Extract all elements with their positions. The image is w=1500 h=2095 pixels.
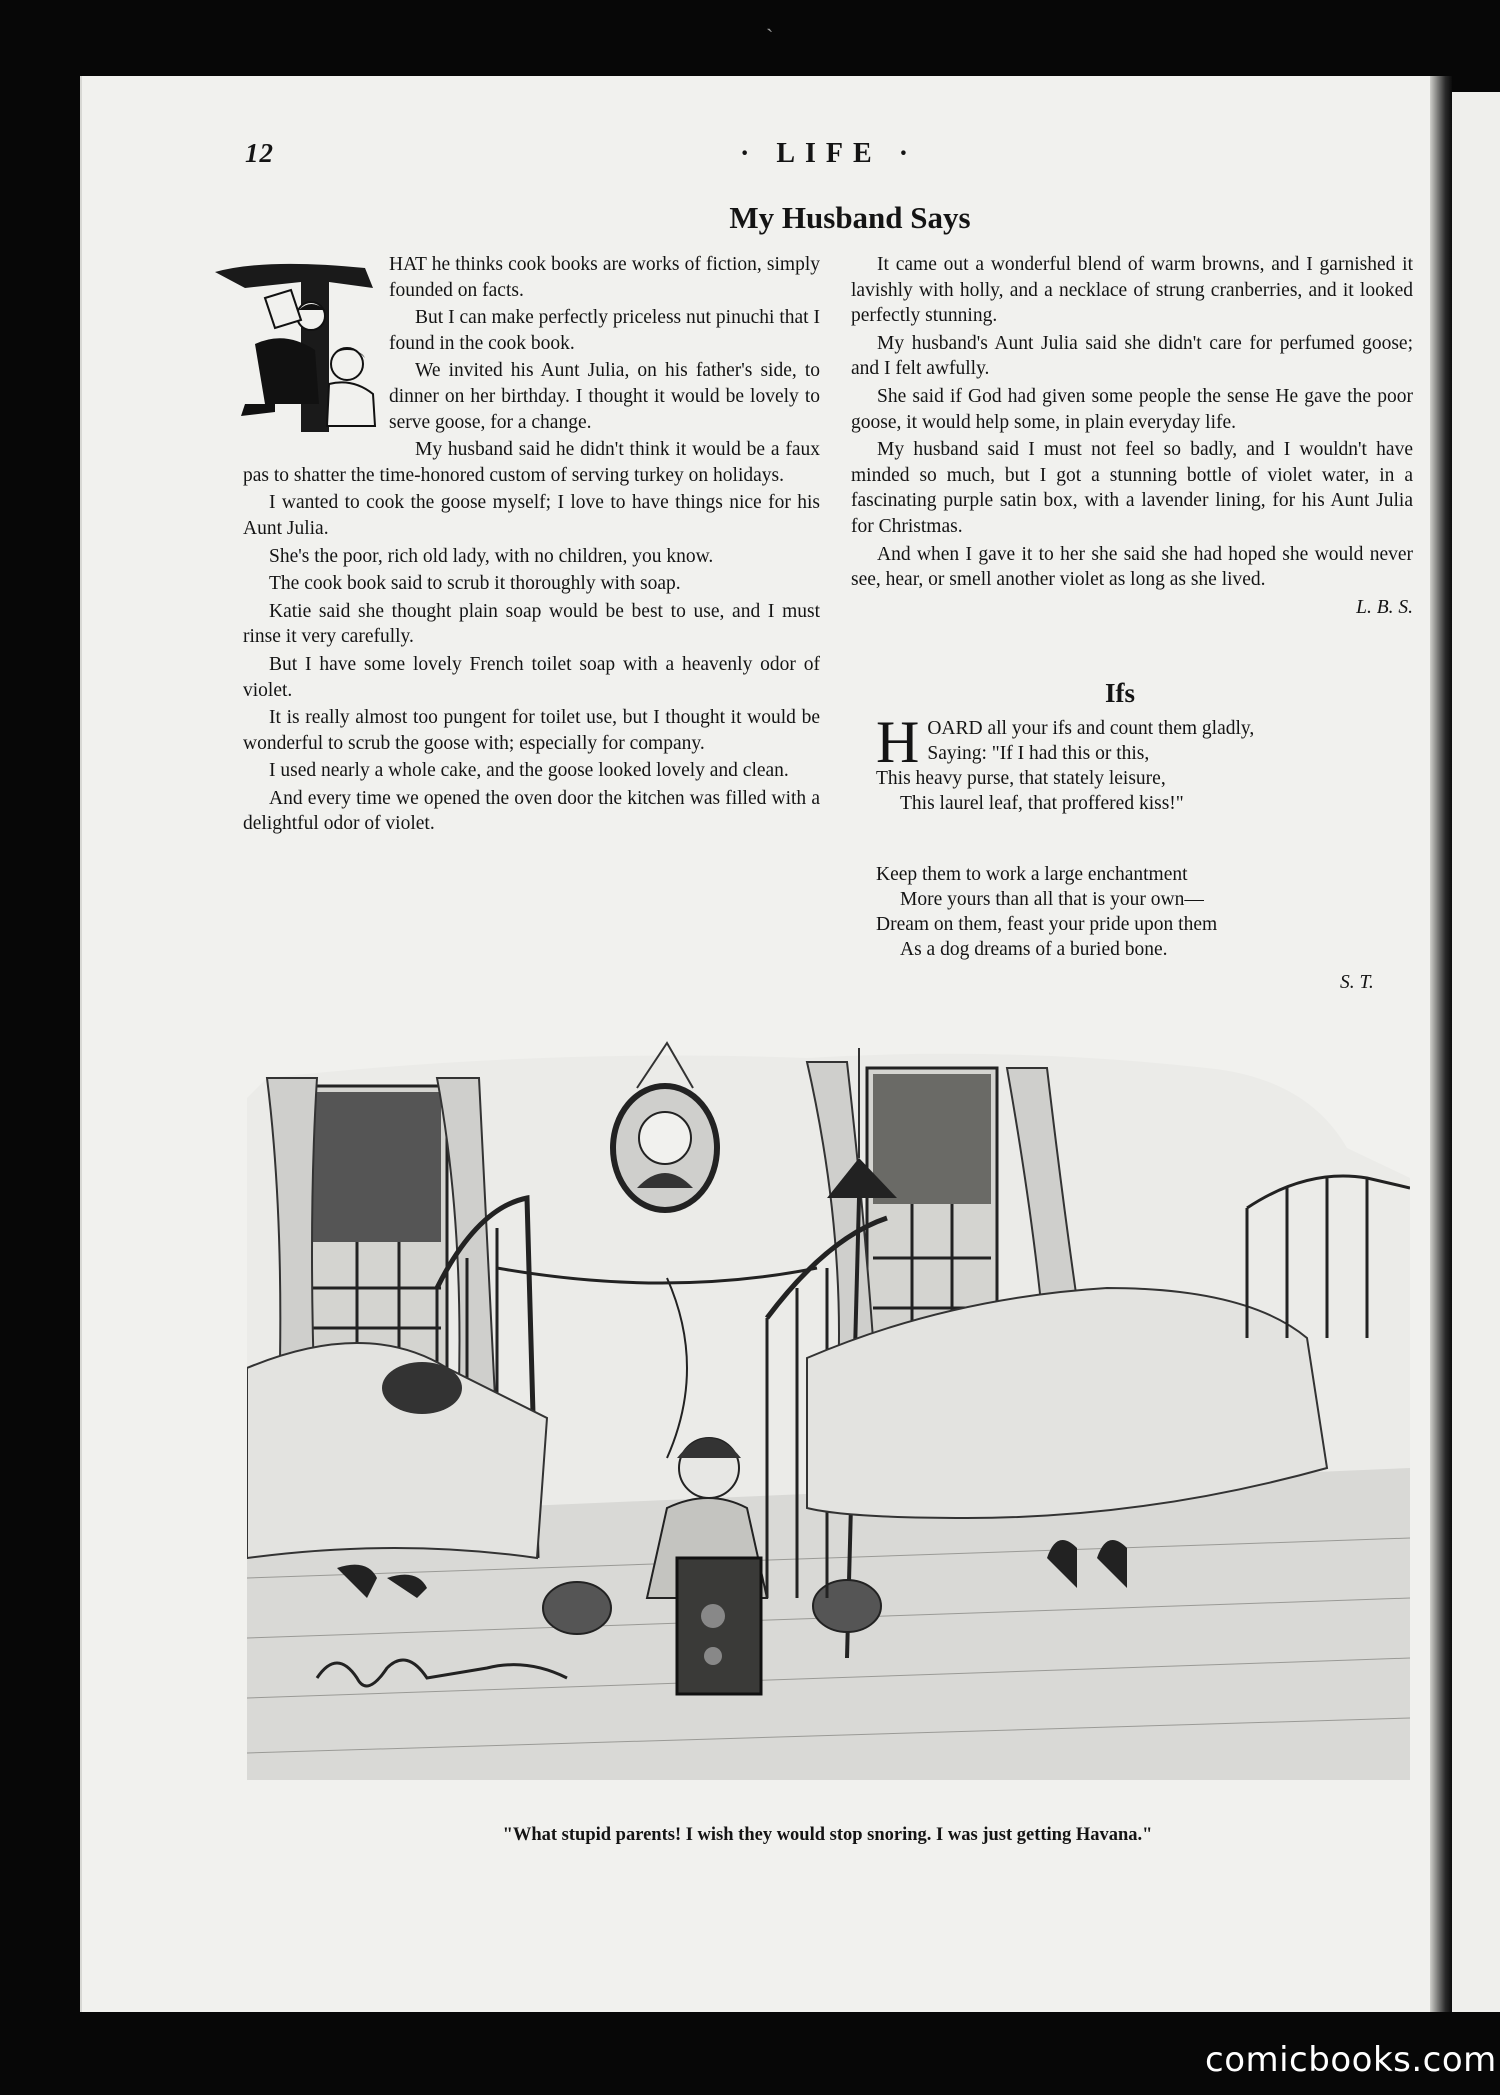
article-byline: L. B. S.	[1356, 596, 1413, 618]
poem-line: More yours than all that is your own—	[900, 889, 1204, 910]
poem-byline: S. T.	[1340, 972, 1374, 993]
article-paragraph: My husband said he didn't think it would be a faux pas to shatter the time-honored custom of serving turkey on holidays.	[243, 439, 820, 486]
poem-line: Keep them to work a large enchantment	[876, 864, 1188, 885]
article-paragraph: And when I gave it to her she said she had hoped she would never see, hear, or smell another violet as long as she lived.	[851, 543, 1413, 591]
article-paragraph: HAT he thinks cook books are works of fiction, simply founded on facts.	[389, 254, 820, 301]
poem-line: Dream on them, feast your pride upon them	[876, 914, 1218, 935]
article-title: My Husband Says	[729, 200, 971, 235]
article-right-column	[851, 252, 1413, 620]
poem-title: Ifs	[1105, 678, 1136, 708]
cartoon-illustration	[247, 1038, 1410, 1780]
poem-line: As a dog dreams of a buried bone.	[900, 939, 1168, 960]
poem-dropcap: H	[876, 709, 920, 775]
article-paragraph: The cook book said to scrub it thoroughly with soap.	[269, 573, 681, 595]
watermark-text: comicbooks.com	[1205, 2040, 1497, 2080]
article-paragraph: It is really almost too pungent for toilet use, but I thought it would be wonderful to scrub the goose with; especially for company.	[243, 707, 820, 754]
poem-line: This heavy purse, that stately leisure,	[876, 768, 1166, 789]
article-paragraph: Katie said she thought plain soap would be best to use, and I must rinse it very carefully.	[243, 600, 820, 648]
article-paragraph: And every time we opened the oven door the kitchen was filled with a delightful odor of violet.	[243, 787, 820, 835]
scan-mark: ˋ	[766, 24, 774, 49]
page-number: 12	[245, 138, 274, 168]
article-paragraph: My husband's Aunt Julia said she didn't care for perfumed goose; and I felt awfully.	[851, 332, 1413, 380]
poem-body	[876, 709, 1416, 962]
article-paragraph: She's the poor, rich old lady, with no children, you know.	[269, 545, 714, 567]
gutter-shadow	[1430, 76, 1452, 2012]
poem-line: Saying: "If I had this or this,	[927, 743, 1150, 764]
article-paragraph: It came out a wonderful blend of warm browns, and I garnished it lavishly with holly, and a necklace of strung cranberries, and it looked perfectly stunning.	[851, 254, 1413, 327]
dropcap-t-illustration	[205, 254, 377, 438]
facing-page-edge	[1450, 92, 1500, 2012]
article-paragraph: She said if God had given some people the sense He gave the poor goose, it would help some, in plain everyday life.	[851, 385, 1413, 433]
cartoon-caption: "What stupid parents! I wish they would stop snoring. I was just getting Havana."	[502, 1825, 1153, 1845]
article-paragraph: We invited his Aunt Julia, on his father's side, to dinner on her birthday. I thought it would be lovely to serve goose, for a change.	[389, 360, 820, 433]
article-paragraph: I used nearly a whole cake, and the goose looked lovely and clean.	[269, 760, 789, 782]
article-paragraph: But I have some lovely French toilet soap with a heavenly odor of violet.	[243, 653, 820, 701]
article-paragraph: I wanted to cook the goose myself; I love to have things nice for his Aunt Julia.	[243, 492, 820, 539]
article-left-column	[243, 252, 820, 839]
poem-line: OARD all your ifs and count them gladly,	[927, 718, 1255, 739]
article-paragraph: But I can make perfectly priceless nut pinuchi that I found in the cook book.	[389, 307, 820, 354]
magazine-title: · LIFE ·	[740, 138, 919, 169]
article-paragraph: My husband said I must not feel so badly, and I wouldn't have minded so much, but I got a stunning bottle of violet water, in a fascinating purple satin box, with a lavender lining, for his Aunt Julia for Christmas.	[851, 439, 1413, 537]
poem-line: This laurel leaf, that proffered kiss!"	[900, 793, 1184, 814]
